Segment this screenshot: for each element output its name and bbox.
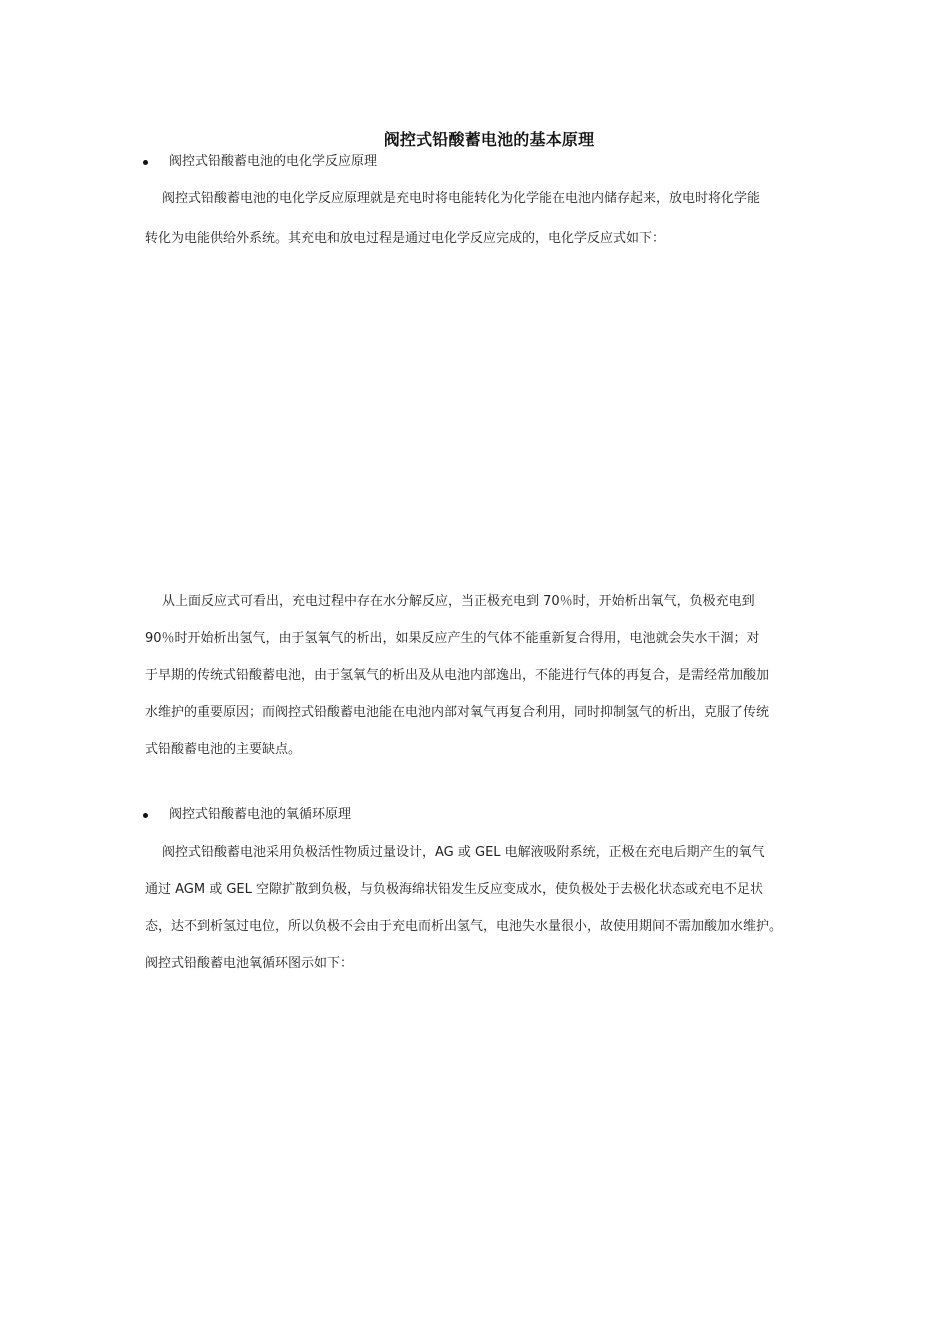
paragraph-line: 水维护的重要原因；而阀控式铅酸蓄电池能在电池内部对氧气再复合利用，同时抑制氢气的析出，克服了传统 xyxy=(145,705,770,720)
paragraph-line: 阀控式铅酸蓄电池氧循环图示如下： xyxy=(145,956,354,971)
paragraph-line: 通过 AGM 或 GEL 空隙扩散到负极，与负极海绵状铅发生反应变成水，使负极处于去极化状态或充电不足状 xyxy=(145,882,764,897)
paragraph-line: 态，达不到析氢过电位，所以负极不会由于充电而析出氢气，电池失水量很小，故使用期间不需加酸加水维护。 xyxy=(145,919,783,934)
reaction-equation-figure-placeholder xyxy=(145,250,845,580)
section-heading: 阀控式铅酸蓄电池的氧循环原理 xyxy=(169,807,352,822)
bullet-dot-icon xyxy=(143,160,148,165)
paragraph-line: 阀控式铅酸蓄电池的电化学反应原理就是充电时将电能转化为化学能在电池内储存起来，放电时将化学能 xyxy=(162,191,761,206)
paragraph-line: 90％时开始析出氢气，由于氢氧气的析出，如果反应产生的气体不能重新复合得用，电池就会失水干涸；对 xyxy=(145,631,760,646)
paragraph-line: 于早期的传统式铅酸蓄电池，由于氢氧气的析出及从电池内部逸出，不能进行气体的再复合，是需经常加酸加 xyxy=(145,668,770,683)
page-title: 阀控式铅酸蓄电池的基本原理 xyxy=(383,130,595,149)
paragraph-line: 从上面反应式可看出，充电过程中存在水分解反应，当正极充电到 70％时，开始析出氧气，负极充电到 xyxy=(162,594,755,609)
paragraph-line: 式铅酸蓄电池的主要缺点。 xyxy=(145,742,302,757)
oxygen-cycle-figure-placeholder xyxy=(145,980,845,1280)
paragraph-line: 转化为电能供给外系统。其充电和放电过程是通过电化学反应完成的，电化学反应式如下： xyxy=(145,231,666,246)
bullet-dot-icon xyxy=(143,813,148,818)
section-heading: 阀控式铅酸蓄电池的电化学反应原理 xyxy=(169,154,378,169)
paragraph-line: 阀控式铅酸蓄电池采用负极活性物质过量设计，AG 或 GEL 电解液吸附系统，正极在充电后期产生的氧气 xyxy=(162,845,765,860)
